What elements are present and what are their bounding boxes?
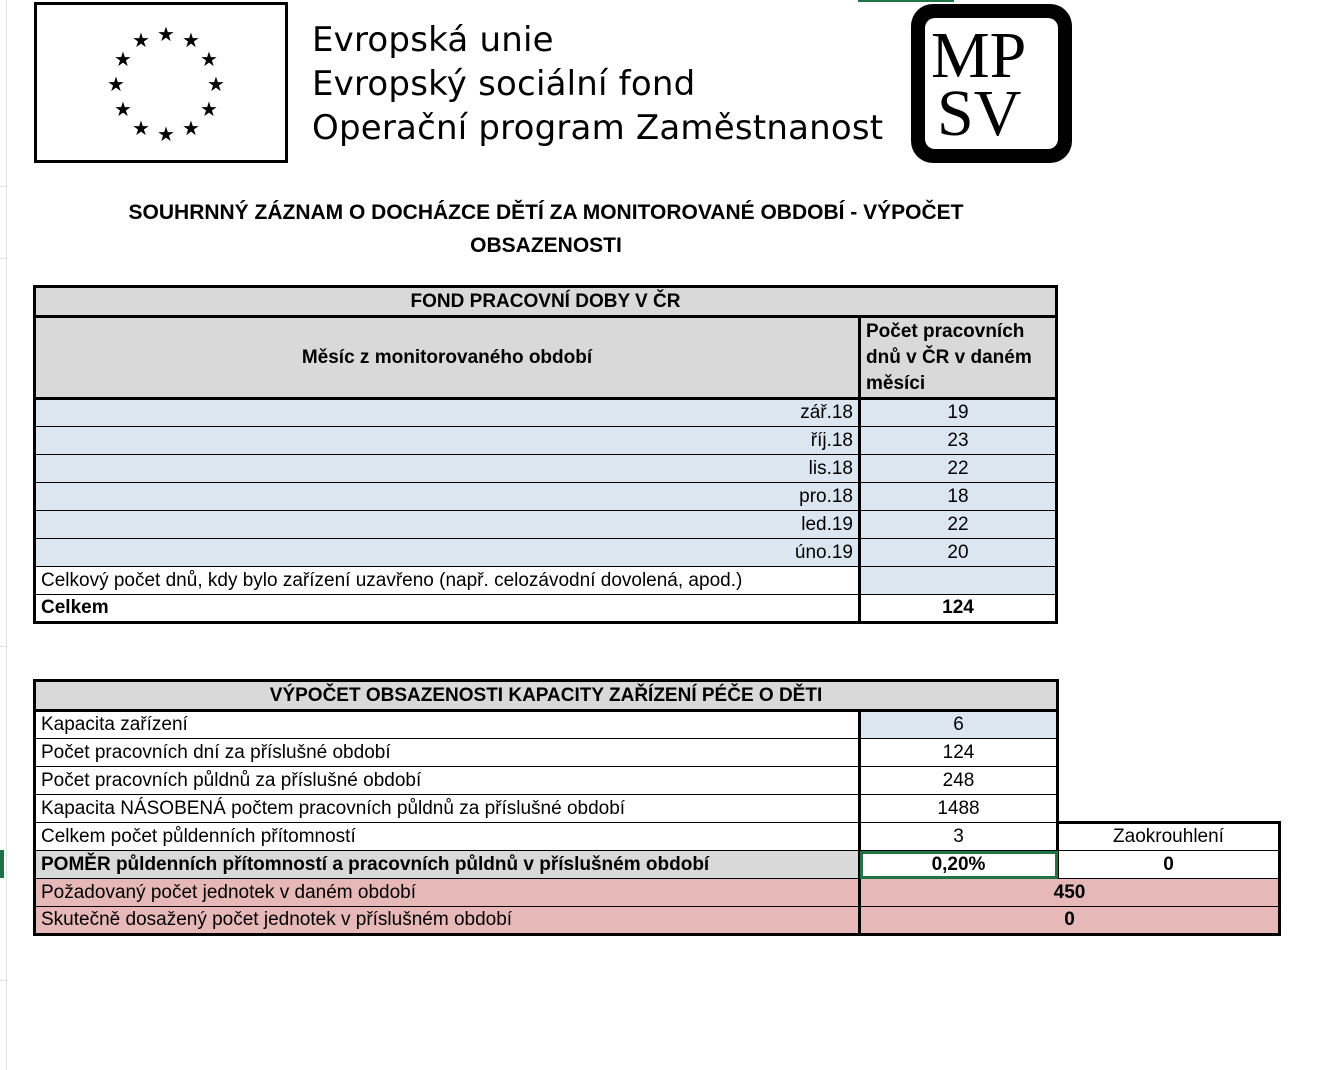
star-icon: ★ bbox=[157, 124, 175, 146]
month-cell[interactable]: lis.18 bbox=[35, 455, 860, 483]
mpsv-logo-bottom: SV bbox=[937, 77, 1022, 149]
table-row bbox=[35, 823, 1280, 851]
required-units-label[interactable]: Požadovaný počet jednotek v daném období bbox=[35, 879, 860, 907]
mpsv-logo-inner bbox=[925, 18, 1058, 149]
table-row bbox=[35, 539, 1057, 567]
star-icon: ★ bbox=[132, 30, 150, 52]
table-row bbox=[35, 767, 1280, 795]
row-gridline bbox=[0, 258, 6, 259]
ratio-value-selected-cell[interactable]: 0,20% bbox=[860, 851, 1058, 879]
eu-line-3: Operační program Zaměstnanost bbox=[312, 108, 884, 148]
star-icon: ★ bbox=[107, 74, 125, 96]
month-cell[interactable]: úno.19 bbox=[35, 539, 860, 567]
month-cell[interactable]: zář.18 bbox=[35, 399, 860, 427]
vypocet-table bbox=[33, 679, 1281, 936]
eu-line-2: Evropský sociální fond bbox=[312, 64, 696, 104]
days-cell[interactable]: 20 bbox=[860, 539, 1057, 567]
actual-units-label[interactable]: Skutečně dosažený počet jednotek v příslušném období bbox=[35, 907, 860, 935]
days-cell[interactable]: 18 bbox=[860, 483, 1057, 511]
col-header-month[interactable]: Měsíc z monitorovaného období bbox=[35, 317, 860, 399]
table-row bbox=[35, 455, 1057, 483]
table-row bbox=[35, 739, 1280, 767]
table-row bbox=[35, 399, 1057, 427]
star-icon: ★ bbox=[157, 24, 175, 46]
col-header-days[interactable]: Počet pracovních dnů v ČR v daném měsíci bbox=[860, 317, 1057, 399]
column-selection-indicator bbox=[858, 0, 954, 2]
star-icon: ★ bbox=[182, 30, 200, 52]
eu-line-1: Evropská unie bbox=[312, 20, 554, 60]
capacity-multiplied-value[interactable]: 1488 bbox=[860, 795, 1058, 823]
eu-program-text bbox=[312, 18, 883, 150]
row-selection-indicator bbox=[0, 850, 4, 878]
vypocet-table-title[interactable]: VÝPOČET OBSAZENOSTI KAPACITY ZAŘÍZENÍ PÉČE O DĚTI bbox=[35, 681, 1058, 711]
workdays-label[interactable]: Počet pracovních dní za příslušné období bbox=[35, 739, 860, 767]
star-icon: ★ bbox=[132, 118, 150, 140]
total-label[interactable]: Celkem bbox=[35, 595, 860, 623]
halfdays-value[interactable]: 248 bbox=[860, 767, 1058, 795]
row-gridline bbox=[0, 980, 6, 981]
rounding-header[interactable]: Zaokrouhlení bbox=[1058, 823, 1280, 851]
star-icon: ★ bbox=[200, 49, 218, 71]
page-title bbox=[40, 196, 1052, 262]
fond-table-title[interactable]: FOND PRACOVNÍ DOBY V ČR bbox=[35, 287, 1057, 317]
star-icon: ★ bbox=[114, 49, 132, 71]
table-row bbox=[35, 851, 1280, 879]
table-row bbox=[35, 427, 1057, 455]
capacity-input[interactable]: 6 bbox=[860, 711, 1058, 739]
month-cell[interactable]: pro.18 bbox=[35, 483, 860, 511]
row-gridline bbox=[0, 186, 6, 187]
days-cell[interactable]: 19 bbox=[860, 399, 1057, 427]
fond-table bbox=[33, 285, 1058, 624]
days-cell[interactable]: 23 bbox=[860, 427, 1057, 455]
title-line-1: SOUHRNNÝ ZÁZNAM O DOCHÁZCE DĚTÍ ZA MONITOROVANÉ OBDOBÍ - VÝPOČET bbox=[128, 201, 964, 224]
halfdays-label[interactable]: Počet pracovních půldnů za příslušné období bbox=[35, 767, 860, 795]
star-icon: ★ bbox=[182, 118, 200, 140]
ratio-label[interactable]: POMĚR půldenních přítomností a pracovních půldnů v příslušném období bbox=[35, 851, 860, 879]
mpsv-logo-top: MP bbox=[931, 19, 1027, 92]
sheet-edge bbox=[6, 0, 7, 1070]
table-row bbox=[35, 595, 1057, 623]
table-row bbox=[35, 711, 1280, 739]
presence-value[interactable]: 3 bbox=[860, 823, 1058, 851]
capacity-label[interactable]: Kapacita zařízení bbox=[35, 711, 860, 739]
table-row bbox=[35, 511, 1057, 539]
row-gridline bbox=[0, 646, 6, 647]
star-icon: ★ bbox=[200, 99, 218, 121]
empty-cell bbox=[1058, 739, 1280, 767]
month-cell[interactable]: led.19 bbox=[35, 511, 860, 539]
total-value[interactable]: 124 bbox=[860, 595, 1057, 623]
title-line-2: OBSAZENOSTI bbox=[470, 234, 622, 257]
actual-units-value[interactable]: 0 bbox=[860, 907, 1280, 935]
table-row bbox=[35, 567, 1057, 595]
table-row bbox=[35, 907, 1280, 935]
empty-cell bbox=[1058, 767, 1280, 795]
table-row bbox=[35, 795, 1280, 823]
star-icon: ★ bbox=[114, 99, 132, 121]
table-row bbox=[35, 483, 1057, 511]
eu-flag-logo bbox=[34, 2, 288, 163]
table-row bbox=[35, 879, 1280, 907]
ratio-rounded-value[interactable]: 0 bbox=[1058, 851, 1280, 879]
mpsv-logo bbox=[911, 4, 1072, 163]
month-cell[interactable]: říj.18 bbox=[35, 427, 860, 455]
empty-cell bbox=[1058, 681, 1280, 711]
presence-label[interactable]: Celkem počet půldenních přítomností bbox=[35, 823, 860, 851]
empty-cell bbox=[1058, 711, 1280, 739]
required-units-value[interactable]: 450 bbox=[860, 879, 1280, 907]
star-icon: ★ bbox=[207, 74, 225, 96]
days-cell[interactable]: 22 bbox=[860, 511, 1057, 539]
days-cell[interactable]: 22 bbox=[860, 455, 1057, 483]
empty-cell bbox=[1058, 795, 1280, 823]
closed-days-label[interactable]: Celkový počet dnů, kdy bylo zařízení uzavřeno (např. celozávodní dovolená, apod.) bbox=[35, 567, 860, 595]
capacity-multiplied-label[interactable]: Kapacita NÁSOBENÁ počtem pracovních půldnů za příslušné období bbox=[35, 795, 860, 823]
closed-days-input[interactable] bbox=[860, 567, 1057, 595]
workdays-value[interactable]: 124 bbox=[860, 739, 1058, 767]
